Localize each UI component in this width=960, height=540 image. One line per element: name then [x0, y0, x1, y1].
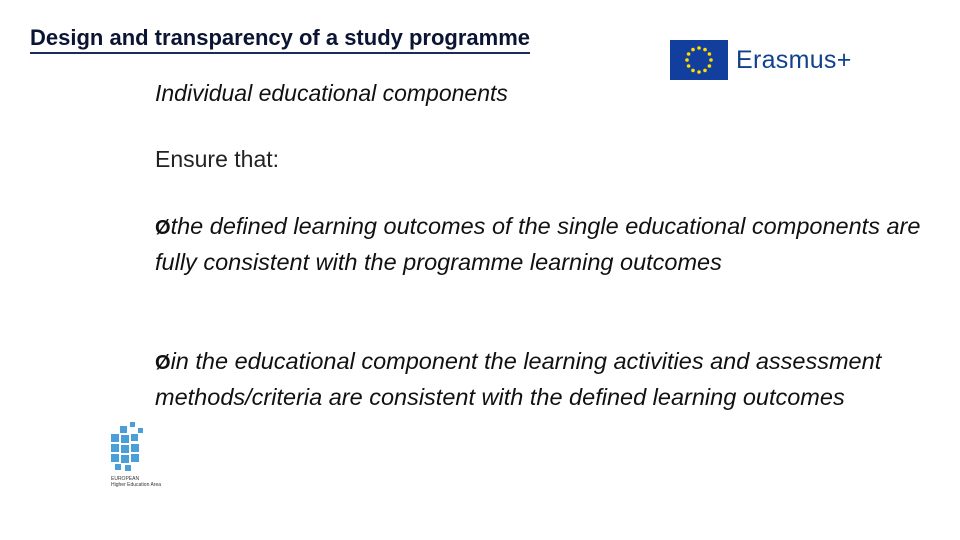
- ehea-caption: [111, 476, 161, 488]
- erasmus-logo: [670, 38, 852, 82]
- bullet-item: [155, 344, 925, 414]
- intro-text: Ensure that:: [155, 146, 280, 172]
- ehea-caption-line2: Higher Education Area: [111, 482, 162, 488]
- bullet-text: in the educational component the learning activities and assessment methods/criteria are consistent with the defined learning outcomes: [155, 348, 882, 410]
- bullet-text: the defined learning outcomes of the single educational components are fully consistent with the programme learning outcomes: [155, 213, 921, 275]
- arrow-bullet-icon: Ø: [155, 217, 171, 239]
- arrow-bullet-icon: Ø: [155, 352, 171, 374]
- eu-flag-icon: [670, 40, 728, 80]
- ehea-caption-line1: EUROPEAN: [111, 476, 140, 482]
- section-subtitle: Individual educational components: [155, 80, 508, 106]
- bullet-item: [155, 209, 925, 279]
- erasmus-wordmark: Erasmus+: [736, 45, 852, 74]
- slide-title: Design and transparency of a study programme: [30, 26, 530, 54]
